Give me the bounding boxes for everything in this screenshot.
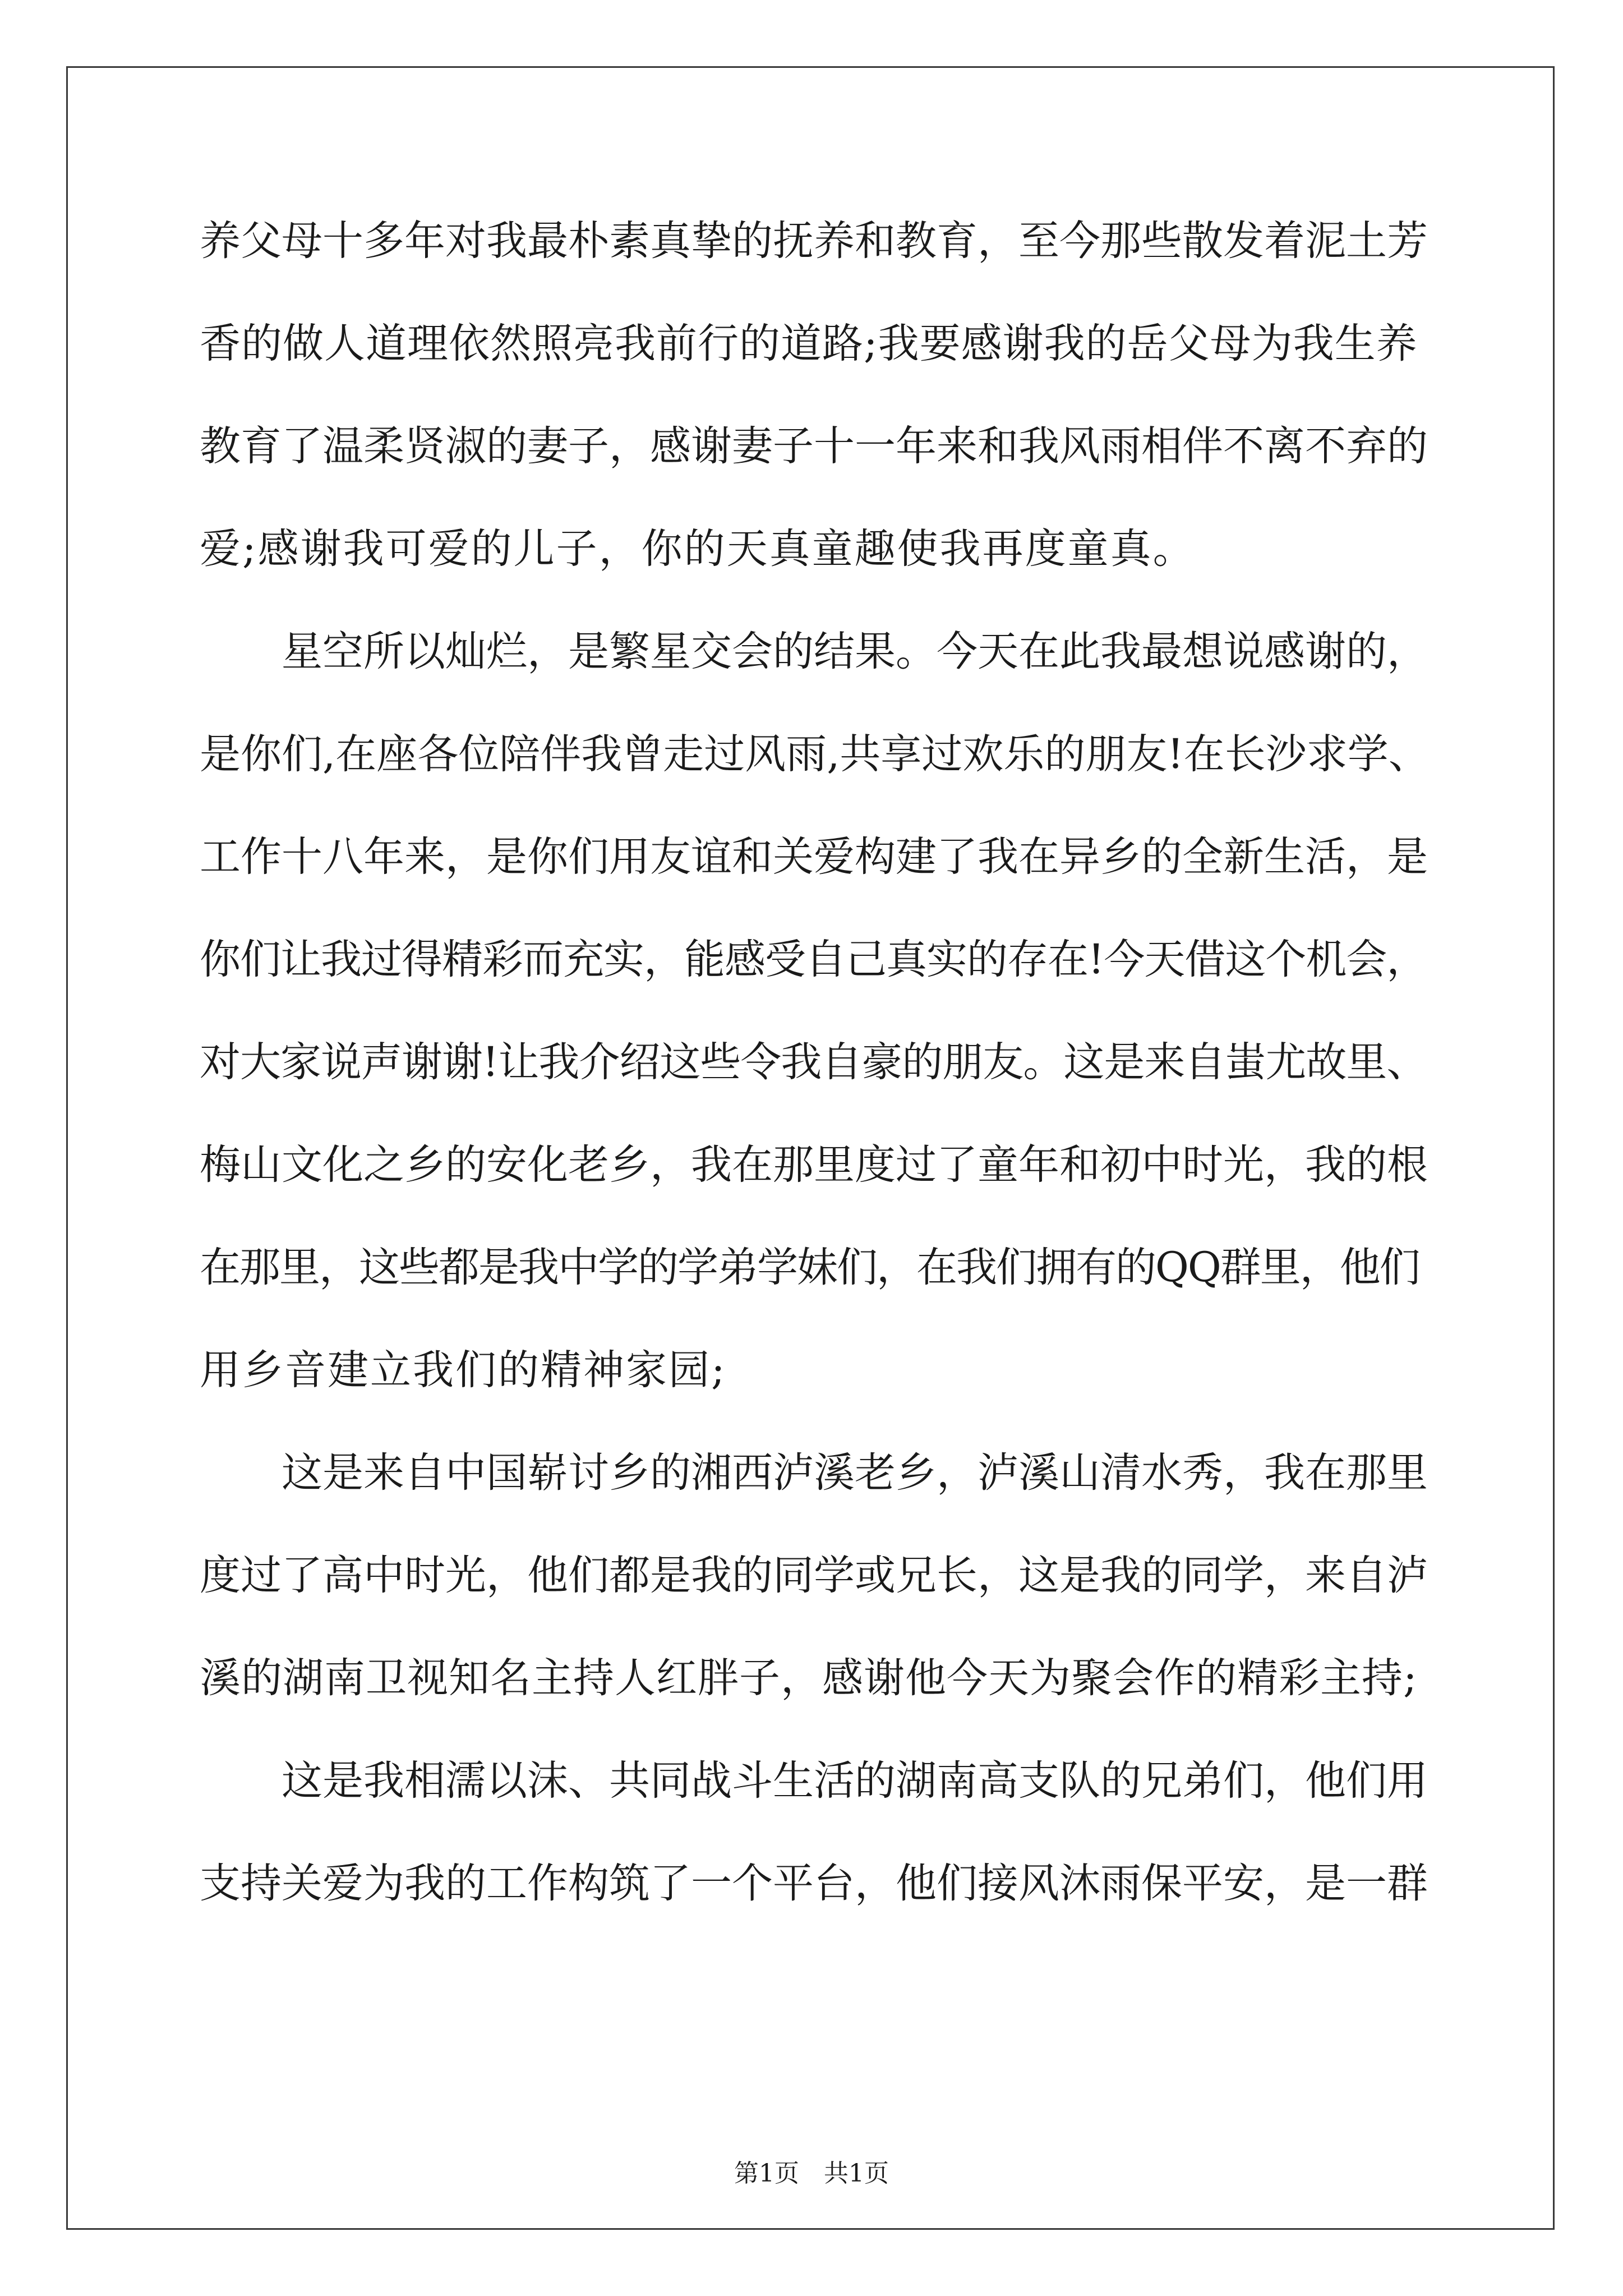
text-line: 这是来自中国崭讨乡的湘西泸溪老乡，泸溪山清水秀，我在那里 (282, 1449, 1428, 1497)
text-line: 星空所以灿烂，是繁星交会的结果。今天在此我最想说感谢的， (282, 628, 1428, 675)
text-line: 这是我相濡以沫、共同战斗生活的湖南高支队的兄弟们，他们用 (282, 1757, 1428, 1805)
text-line: 支持关爱为我的工作构筑了一个平台，他们接风沐雨保平安，是一群 (200, 1860, 1428, 1907)
text-line: 你们让我过得精彩而充实，能感受自己真实的存在!今天借这个机会， (200, 936, 1427, 983)
text-line: 用乡音建立我们的精神家园; (200, 1346, 727, 1394)
text-line: 对大家说声谢谢!让我介绍这些令我自豪的朋友。这是来自蚩尤故里、 (200, 1038, 1427, 1086)
document-body (200, 190, 1433, 1935)
text-line: 爱;感谢我可爱的儿子，你的天真童趣使我再度童真。 (200, 525, 1196, 573)
text-line: 在那里，这些都是我中学的学弟学妹们，在我们拥有的QQ群里，他们 (200, 1244, 1419, 1291)
text-line: 度过了高中时光，他们都是我的同学或兄长，这是我的同学，来自泸 (200, 1552, 1428, 1599)
text-line: 是你们,在座各位陪伴我曾走过风雨,共享过欢乐的朋友!在长沙求学、 (200, 730, 1430, 778)
text-line: 教育了温柔贤淑的妻子，感谢妻子十一年来和我风雨相伴不离不弃的 (200, 422, 1428, 470)
text-line: 溪的湖南卫视知名主持人红胖子，感谢他今天为聚会作的精彩主持; (200, 1654, 1418, 1702)
page-footer: 第1页 共1页 (734, 2159, 889, 2188)
text-line: 梅山文化之乡的安化老乡，我在那里度过了童年和初中时光，我的根 (200, 1141, 1428, 1189)
text-line: 工作十八年来，是你们用友谊和关爱构建了我在异乡的全新生活，是 (200, 833, 1428, 881)
text-line: 香的做人道理依然照亮我前行的道路;我要感谢我的岳父母为我生养 (200, 320, 1418, 367)
text-line: 养父母十多年对我最朴素真挚的抚养和教育，至今那些散发着泥土芳 (200, 217, 1428, 265)
